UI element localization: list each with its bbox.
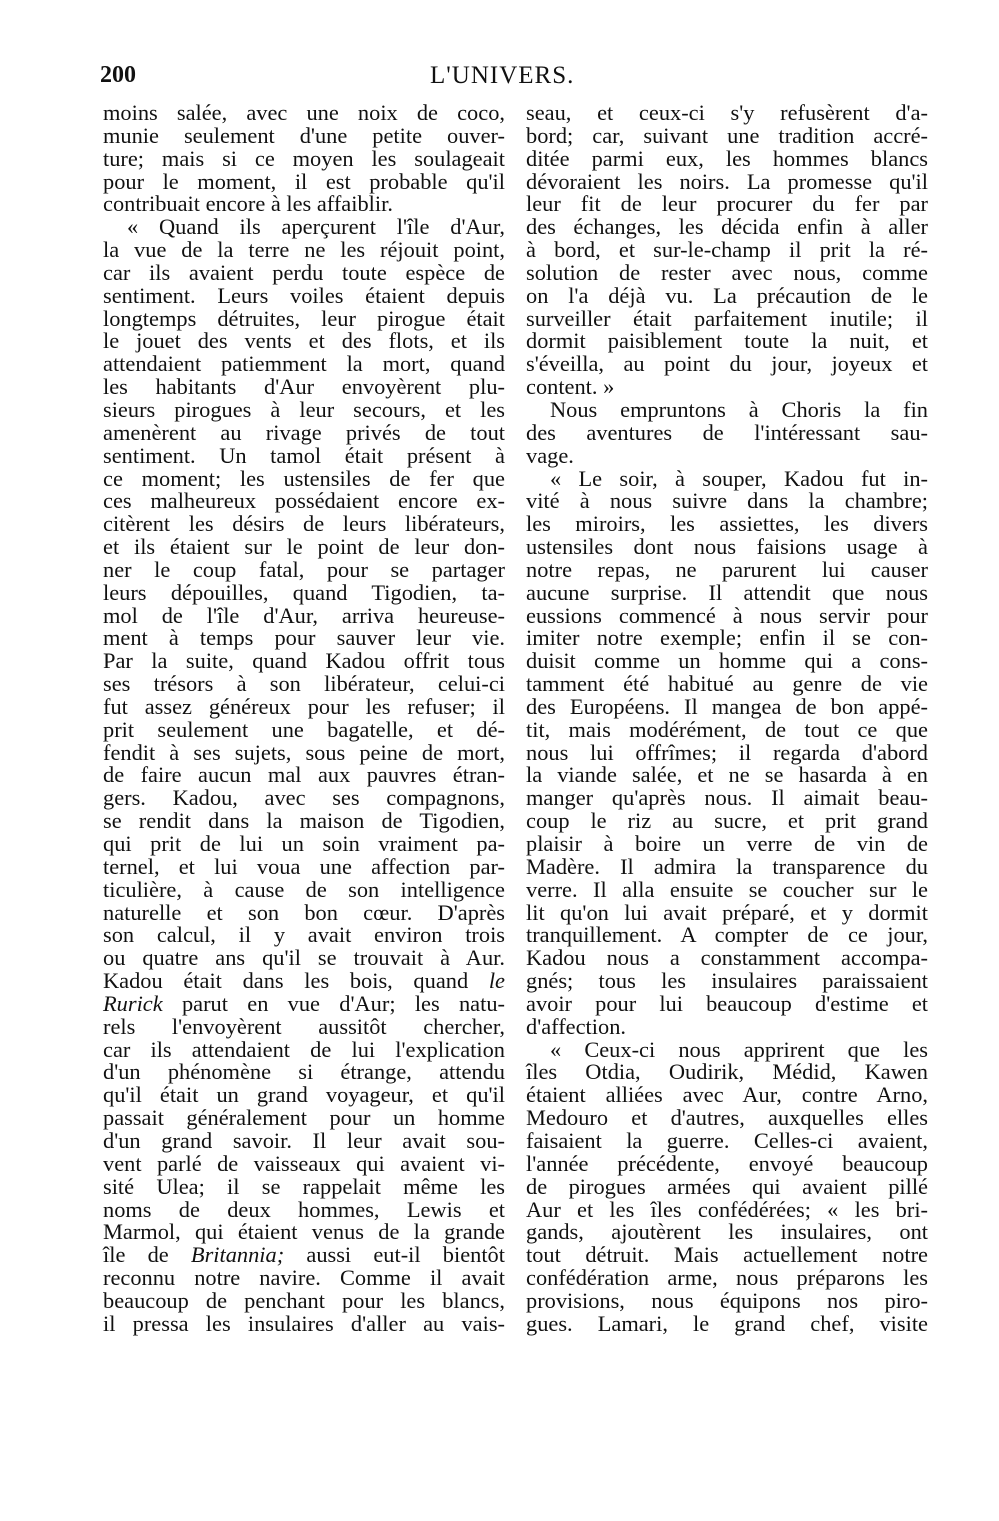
line-text: avoir pour lui beaucoup d'estime et (526, 990, 928, 1016)
text-line (103, 1127, 505, 1153)
text-line (526, 876, 928, 902)
line-text: Kadou nous a constamment accompa- (526, 945, 928, 971)
line-text: étaient alliées avec Aur, contre Arno, (526, 1082, 928, 1108)
line-text: à bord, et sur-le-champ il prit la ré- (526, 237, 928, 263)
line-text: son calcul, il y avait environ trois (103, 922, 505, 948)
line-text: tranquillement. A compter de ce jour, (526, 922, 928, 948)
text-line (103, 739, 505, 765)
text-line (526, 627, 928, 650)
text-line (103, 122, 505, 148)
text-line (526, 305, 928, 331)
line-text: parut en vue d'Aur; les natu- (181, 990, 505, 1016)
line-text: Medouro et d'autres, auxquelles elles (526, 1105, 928, 1131)
text-line (526, 990, 928, 1016)
text-line (103, 853, 505, 879)
line-text: aucune surprise. Il attendit que nous (526, 579, 928, 605)
text-line (526, 924, 928, 947)
text-line (103, 1036, 505, 1062)
line-text: ses trésors à son libérateur, celui-ci (103, 671, 505, 697)
text-line (103, 1221, 505, 1244)
text-line (103, 490, 505, 513)
text-line (103, 1196, 505, 1222)
line-text: ternel, et lui voua une affection par- (103, 853, 505, 879)
text-line (103, 396, 505, 422)
line-text: ner le coup fatal, pour se partager (103, 556, 505, 582)
text-line (103, 764, 505, 787)
line-text: fut assez généreux pour les refuser; il (103, 693, 505, 719)
italic-text: Britannia; (190, 1242, 285, 1268)
line-text: les habitants d'Aur envoyèrent plu- (103, 374, 505, 400)
text-line (526, 465, 928, 491)
text-line (103, 1287, 505, 1313)
text-line (526, 673, 928, 696)
text-line (526, 536, 928, 559)
line-text: s'éveilla, au point du jour, joyeux et (526, 351, 928, 377)
line-text: ces malheureux possédaient encore ex- (103, 488, 505, 514)
text-line (103, 876, 505, 902)
line-text: surveiller était parfaitement inutile; il (526, 305, 928, 331)
text-line (103, 282, 505, 308)
text-line (526, 1196, 928, 1222)
line-text: de pirogues armées qui avaient pillé (526, 1173, 928, 1199)
text-line (526, 579, 928, 605)
line-text: fendit à ses sujets, sous peine de mort, (103, 739, 505, 765)
line-text: reconnu notre navire. Comme il avait (103, 1265, 505, 1291)
line-text: rels l'envoyèrent aussitôt chercher, (103, 1013, 505, 1039)
line-text: seau, et ceux-ci s'y refusèrent d'a- (526, 100, 928, 125)
line-text: vage. (526, 442, 574, 468)
line-text: sentiment. Leurs voiles étaient depuis (103, 282, 505, 308)
line-text: tamment été habitué au genre de vie (526, 671, 928, 697)
text-line (103, 1173, 505, 1199)
line-text: la vue de la terre ne les réjouit point, (103, 237, 505, 263)
line-text: confédération arme, nous préparons les (526, 1265, 928, 1291)
text-line (103, 833, 505, 856)
line-text: gers. Kadou, avec ses compagnons, (103, 785, 505, 811)
line-text: dévoraient les noirs. La promesse qu'il (526, 168, 928, 194)
text-line (103, 1244, 505, 1267)
text-line (103, 650, 505, 673)
line-text: d'affection. (526, 1013, 626, 1039)
line-text: ou quatre ans qu'il se trouvait à Aur. (103, 945, 505, 971)
line-text: gands, ajoutèrent les insulaires, ont (526, 1219, 928, 1245)
text-line (103, 259, 505, 285)
text-line (526, 1221, 928, 1244)
line-text: sité Ulea; il se rappelait même les (103, 1173, 505, 1199)
line-text: des aventures de l'intéressant sau- (526, 419, 928, 445)
line-text: « Ceux-ci nous apprirent que les (550, 1036, 928, 1062)
text-line (526, 330, 928, 353)
line-text: tout détruit. Mais actuellement notre (526, 1242, 928, 1268)
text-line (526, 787, 928, 810)
line-text: qu'il était un grand voyageur, et qu'il (103, 1082, 505, 1108)
line-text: ment à temps pour sauver leur vie. (103, 625, 505, 651)
text-line (526, 899, 928, 925)
line-text: mol de l'île d'Aur, arriva heureuse- (103, 602, 505, 628)
text-line (103, 168, 505, 194)
text-line (526, 1084, 928, 1107)
line-text: manger qu'après nous. Il aimait beau- (526, 785, 928, 811)
text-line (526, 1310, 928, 1336)
text-line (526, 853, 928, 879)
line-text: longtemps détruites, leur pirogue était (103, 305, 505, 331)
text-line (526, 193, 928, 216)
text-line (103, 810, 505, 833)
line-text: passait généralement pour un homme (103, 1105, 505, 1131)
text-line (103, 330, 505, 353)
text-line (103, 1267, 505, 1290)
text-line (526, 716, 928, 742)
line-text: ture; mais si ce moyen les soulageait (103, 145, 505, 171)
text-line (526, 122, 928, 148)
line-text: ditée parmi eux, les hommes blancs (526, 145, 928, 171)
line-text: gues. Lamari, le grand chef, visite (526, 1310, 928, 1336)
line-text: plaisir à boire un verre de vin de (526, 831, 928, 856)
line-text: « Quand ils aperçurent l'île d'Aur, (127, 214, 505, 240)
text-line (526, 1150, 928, 1176)
text-line (526, 442, 928, 468)
text-line (103, 556, 505, 582)
line-text: la viande salée, et ne se hasarda à en (526, 762, 928, 788)
line-text: solution de rester avec nous, comme (526, 259, 928, 285)
text-line (526, 650, 928, 673)
page-header (100, 62, 880, 92)
line-text: Marmol, qui étaient venus de la grande (103, 1219, 505, 1245)
line-text: pour le moment, il est probable qu'il (103, 168, 505, 194)
line-text: qui prit de lui un soin vraiment pa- (103, 831, 505, 856)
text-line (526, 764, 928, 787)
text-line (526, 353, 928, 376)
line-text: île de (103, 1242, 169, 1268)
text-line (103, 513, 505, 536)
text-line (526, 1244, 928, 1267)
text-line (103, 376, 505, 399)
line-text: faisaient la guerre. Celles-ci avaient, (526, 1127, 928, 1153)
text-line (526, 970, 928, 993)
text-line (526, 282, 928, 308)
line-text: « Le soir, à souper, Kadou fut in- (550, 465, 928, 491)
line-text: se rendit dans la maison de Tigodien, (103, 808, 505, 834)
text-line (526, 1061, 928, 1084)
text-line (526, 259, 928, 285)
line-text: l'année précédente, envoyé beaucoup (526, 1150, 928, 1176)
line-text: Par la suite, quand Kadou offrit tous (103, 648, 505, 674)
line-text: le jouet des vents et des flots, et ils (103, 328, 505, 354)
italic-text: le (488, 968, 505, 994)
line-text: imiter notre exemple; enfin il se con- (526, 625, 928, 651)
text-line (526, 396, 928, 422)
line-text: leurs dépouilles, quand Tigodien, ta- (103, 579, 505, 605)
text-line (526, 1267, 928, 1290)
text-line (103, 990, 505, 1016)
line-text: et ils étaient sur le point de leur don- (103, 534, 505, 560)
line-text: moins salée, avec une noix de coco, (103, 100, 505, 125)
text-line (103, 693, 505, 719)
text-line (526, 216, 928, 239)
line-text: gnés; tous les insulaires paraissaient (526, 968, 928, 994)
text-line (526, 1036, 928, 1062)
line-text: d'un phénomène si étrange, attendu (103, 1059, 505, 1085)
text-line (526, 947, 928, 970)
text-line (526, 739, 928, 765)
text-line (103, 627, 505, 650)
text-line (526, 1013, 928, 1039)
text-line (103, 536, 505, 559)
text-line (526, 693, 928, 719)
line-text: contribuait encore à les affaiblir. (103, 191, 393, 217)
text-line (103, 1061, 505, 1084)
text-line (103, 239, 505, 262)
line-text: prit seulement une bagatelle, et dé- (103, 716, 505, 742)
text-line (103, 602, 505, 628)
line-text: car ils attendaient de lui l'explication (103, 1036, 505, 1062)
text-line (103, 465, 505, 491)
line-text: îles Otdia, Oudirik, Médid, Kawen (526, 1059, 928, 1085)
line-text: sieurs pirogues à leur secours, et les (103, 396, 505, 422)
text-line (103, 787, 505, 810)
line-text: car ils avaient perdu toute espèce de (103, 259, 505, 285)
line-text: Aur et les îles confédérées; « les bri- (526, 1196, 928, 1222)
text-line (526, 145, 928, 171)
text-line (103, 673, 505, 696)
text-line (103, 924, 505, 947)
text-line (103, 1150, 505, 1176)
line-text: d'un grand savoir. Il leur avait sou- (103, 1127, 505, 1153)
line-text: de faire aucun mal aux pauvres étran- (103, 762, 505, 788)
text-line (526, 102, 928, 125)
text-line (103, 947, 505, 970)
text-line (526, 490, 928, 513)
line-text: dormit paisiblement toute la nuit, et (526, 328, 928, 354)
line-text: les miroirs, les assiettes, les divers (526, 511, 928, 537)
text-line (103, 1107, 505, 1130)
text-line (103, 716, 505, 742)
text-line (103, 970, 505, 993)
text-line (526, 168, 928, 194)
line-text: il pressa les insulaires d'aller au vais- (103, 1310, 505, 1336)
text-line (526, 833, 928, 856)
line-text: Nous empruntons à Choris la fin (550, 396, 928, 422)
line-text: Madère. Il admira la transparence du (526, 853, 928, 879)
text-line (103, 193, 505, 216)
line-text: amenèrent au rivage privés de tout (103, 419, 505, 445)
text-line (103, 579, 505, 605)
right-text-column (526, 102, 928, 1336)
line-text: tit, mais modérément, de tout ce que (526, 716, 928, 742)
line-text: munie seulement d'une petite ouver- (103, 122, 505, 148)
line-text: naturelle et son bon cœur. D'après (103, 899, 505, 925)
text-line (103, 216, 505, 239)
line-text: duisit comme un homme qui a cons- (526, 648, 928, 674)
text-line (103, 353, 505, 376)
line-text: nous lui offrîmes; il regarda d'abord (526, 739, 928, 765)
text-line (526, 419, 928, 445)
line-text: ticulière, à cause de son intelligence (103, 876, 505, 902)
text-line (103, 102, 505, 125)
text-line (526, 1287, 928, 1313)
line-text: content. » (526, 374, 615, 400)
line-text: verre. Il alla ensuite se coucher sur le (526, 876, 928, 902)
line-text: lit qu'on lui avait préparé, et y dormit (526, 899, 928, 925)
text-line (526, 1173, 928, 1199)
text-line (526, 239, 928, 262)
line-text: coup le riz au sucre, et prit grand (526, 808, 928, 834)
line-text: sentiment. Un tamol était présent à (103, 442, 505, 468)
line-text: ustensiles dont nous faisions usage à (526, 534, 928, 560)
italic-text: Rurick (103, 990, 163, 1016)
text-line (526, 810, 928, 833)
line-text: des Européens. Il mangea de bon appé- (526, 693, 928, 719)
line-text: beaucoup de penchant pour les blancs, (103, 1287, 505, 1313)
text-line (103, 442, 505, 468)
line-text: leur fit de leur procurer du fer par (526, 191, 928, 217)
text-line (103, 419, 505, 445)
text-line (103, 1310, 505, 1336)
text-line (526, 556, 928, 582)
text-line (526, 513, 928, 536)
text-line (103, 899, 505, 925)
line-text: notre repas, ne parurent lui causer (526, 556, 928, 582)
running-title: L'UNIVERS. (430, 62, 575, 89)
left-text-column (103, 102, 505, 1336)
line-text: bord; car, suivant une tradition accré- (526, 122, 928, 148)
text-line (526, 602, 928, 628)
text-line (103, 305, 505, 331)
text-line (103, 145, 505, 171)
line-text: provisions, nous équipons nos piro- (526, 1287, 928, 1313)
line-text: eussions commencé à nous servir pour (526, 602, 928, 628)
text-line (103, 1013, 505, 1039)
line-text: noms de deux hommes, Lewis et (103, 1196, 505, 1222)
line-text: ce moment; les ustensiles de fer que (103, 465, 505, 491)
text-line (526, 1127, 928, 1153)
line-text: des échanges, les décida enfin à aller (526, 214, 928, 240)
text-line (526, 1107, 928, 1130)
line-text: Kadou était dans les bois, quand (103, 968, 469, 994)
line-text: vité à nous suivre dans la chambre; (526, 488, 928, 514)
line-text: aussi eut-il bientôt (306, 1242, 505, 1268)
line-text: on l'a déjà vu. La précaution de le (526, 282, 928, 308)
text-line (103, 1084, 505, 1107)
line-text: attendaient patiemment la mort, quand (103, 351, 505, 377)
page-number: 200 (100, 62, 136, 88)
line-text: citèrent les désirs de leurs libérateurs, (103, 511, 505, 537)
text-line (526, 376, 928, 399)
line-text: vent parlé de vaisseaux qui avaient vi- (103, 1150, 505, 1176)
